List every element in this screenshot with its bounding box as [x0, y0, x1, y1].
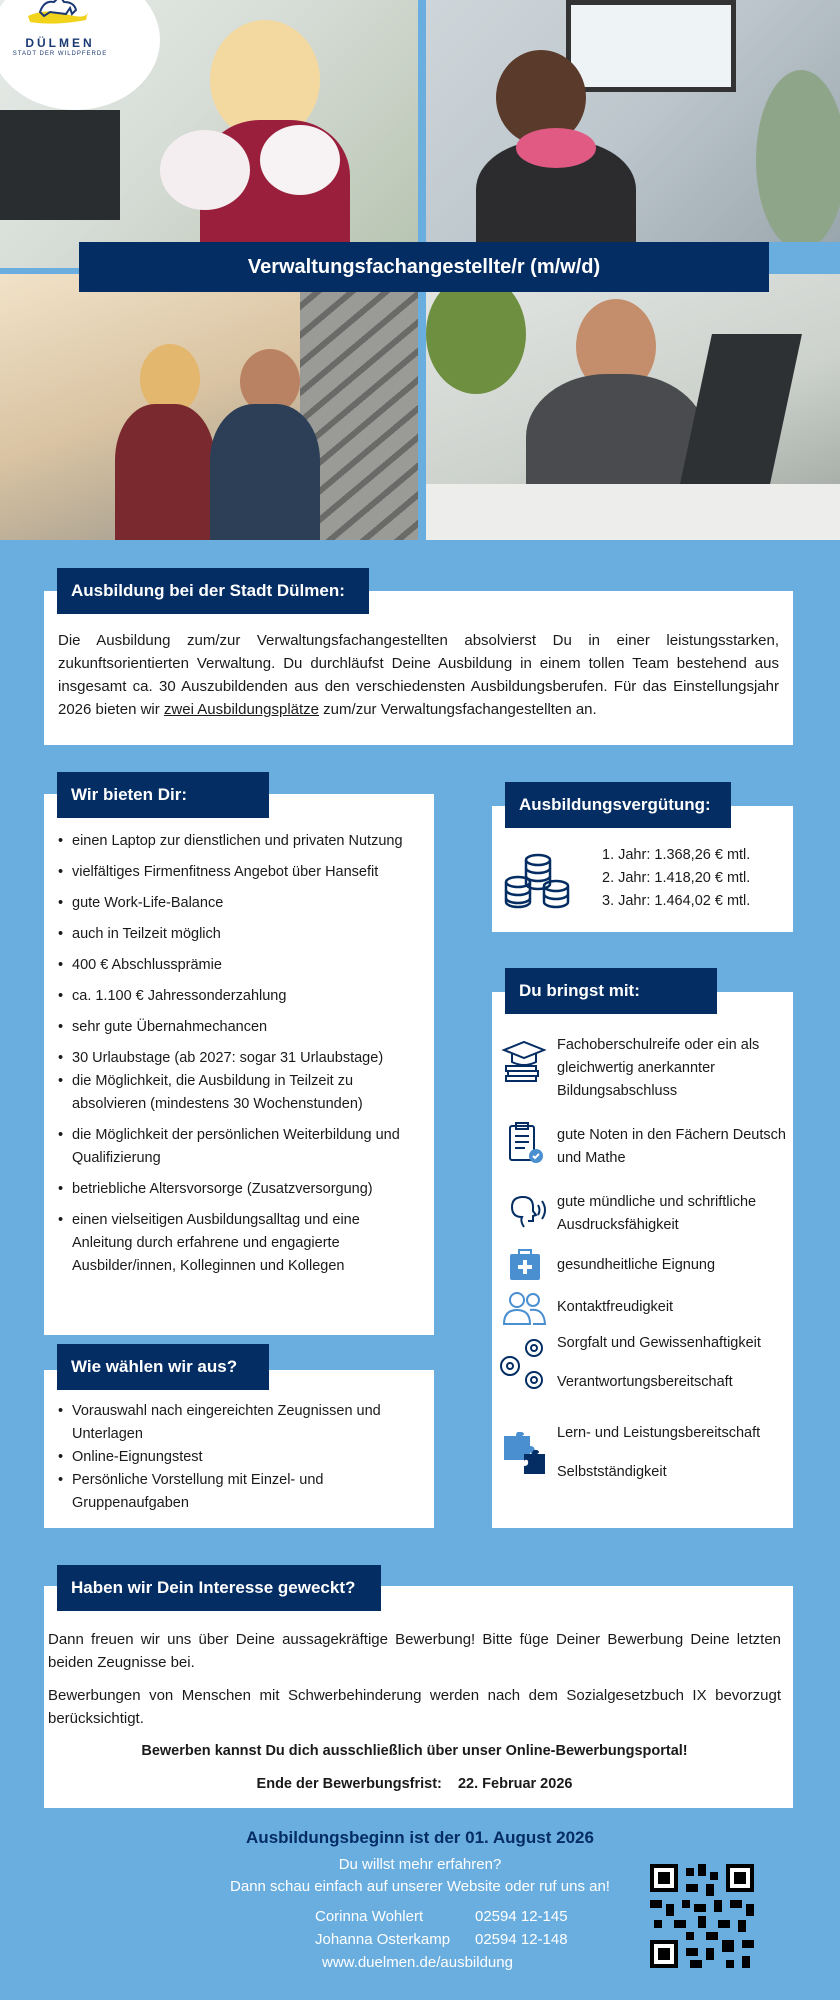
list-item: 3. Jahr: 1.464,02 € mtl. — [602, 893, 751, 909]
application-card — [44, 1586, 793, 1808]
requirement-text: Lern- und Leistungsbereitschaft — [557, 1425, 761, 1441]
contact-phone[interactable]: 02594 12-148 — [475, 1931, 568, 1948]
deadline-label: Ende der Bewerbungsfrist: — [256, 1776, 442, 1792]
salary-heading: Ausbildungsvergütung: — [505, 782, 731, 828]
requirement-text: gute mündliche und schriftliche Ausdrucksfähigkeit — [557, 1194, 757, 1233]
requirement-text: Kontaktfreudigkeit — [557, 1299, 674, 1315]
qr-code-icon[interactable] — [650, 1864, 754, 1968]
list-item: • gute Work-Life-Balance — [56, 892, 422, 915]
requirements-heading: Du bringst mit: — [505, 968, 717, 1014]
application-heading: Haben wir Dein Interesse geweckt? — [57, 1565, 381, 1611]
coins-icon — [504, 852, 570, 910]
list-item: • die Möglichkeit der persönlichen Weiterbildung und Qualifizierung — [56, 1124, 422, 1170]
puzzle-icon — [500, 1432, 548, 1476]
photo-presentation — [426, 0, 840, 242]
requirement-text: Selbstständigkeit — [557, 1464, 667, 1480]
positions-highlight: zwei Ausbildungsplätze — [163, 701, 320, 718]
salary-list — [602, 844, 750, 913]
requirements-card — [492, 992, 793, 1528]
application-text: Dann freuen wir uns über Deine aussagekräftige Bewerbung! Bitte füge Deiner Bewerbung Deine letzten beiden Zeugnisse bei. — [48, 1631, 781, 1671]
requirement-text: gute Noten in den Fächern Deutsch und Mathe — [557, 1127, 786, 1166]
list-item: • vielfältiges Firmenfitness Angebot über Hansefit — [56, 861, 422, 884]
benefits-list — [56, 830, 422, 1278]
photo-stairs-duo — [0, 274, 418, 540]
intro-heading: Ausbildung bei der Stadt Dülmen: — [57, 568, 369, 614]
website-link[interactable]: www.duelmen.de/ausbildung — [322, 1954, 513, 1971]
list-item: 2. Jahr: 1.418,20 € mtl. — [602, 870, 751, 886]
list-item: • einen vielseitigen Ausbildungsalltag und eine Anleitung durch erfahrene und engagierte Ausbilder/innen, Kolleginnen und Kollegen — [56, 1209, 422, 1278]
list-item: • die Möglichkeit, die Ausbildung in Teilzeit zu absolvieren (mindestens 30 Wochenstunden) — [56, 1070, 422, 1116]
list-item: • betriebliche Altersvorsorge (Zusatzversorgung) — [56, 1178, 422, 1201]
training-start: Ausbildungsbeginn ist der 01. August 2026 — [246, 1828, 594, 1847]
gears-people-icon — [496, 1336, 550, 1392]
deadline — [48, 1773, 781, 1796]
contact-name: Corinna Wohlert — [315, 1908, 424, 1925]
people-icon — [500, 1288, 548, 1332]
list-item: 1. Jahr: 1.368,26 € mtl. — [602, 847, 751, 863]
wild-horse-logo-icon — [26, 0, 90, 26]
logo-subtitle: STADT DER WILDPFERDE — [12, 51, 108, 57]
clipboard-check-icon — [500, 1122, 548, 1166]
selection-heading: Wie wählen wir aus? — [57, 1344, 269, 1390]
contact-phone[interactable]: 02594 12-145 — [475, 1908, 568, 1925]
list-item: • sehr gute Übernahmechancen — [56, 1016, 422, 1039]
list-item: • ca. 1.100 € Jahressonderzahlung — [56, 985, 422, 1008]
requirement-health — [492, 1246, 793, 1286]
first-aid-kit-icon — [500, 1246, 548, 1290]
benefits-heading: Wir bieten Dir: — [57, 772, 269, 818]
requirement-text: Fachoberschulreife oder ein als gleichwertig anerkannter Bildungsabschluss — [557, 1037, 760, 1099]
intro-text: Die Ausbildung zum/zur Verwaltungsfachangestellten absolvierst Du in einer leistungsstarken, zukunftsorientierten Verwaltung. Du durchläufst Deine Ausbildung in einem tollen Team bestehend aus insgesamt ca. 30 Auszubildenden aus den verschiedensten Ausbildungsberufen. Für das Einstellungsjahr 2026 bieten wir zwei Ausbildungsplätze zum/zur Verwaltungsfachangestellten an. — [58, 632, 779, 718]
job-title: Verwaltungsfachangestellte/r (m/w/d) — [79, 242, 769, 292]
requirement-text: gesundheitliche Eignung — [557, 1257, 716, 1273]
requirement-expression — [492, 1189, 793, 1239]
intro-card — [44, 591, 793, 745]
disability-note: Bewerbungen von Menschen mit Schwerbehinderung werden nach dem Sozialgesetzbuch IX bevorzugt berücksichtigt. — [48, 1687, 781, 1727]
requirement-social — [492, 1288, 793, 1328]
logo-wordmark: DÜLMEN — [25, 36, 95, 50]
requirement-grades — [492, 1122, 793, 1172]
contact-name: Johanna Osterkamp — [315, 1931, 451, 1948]
graduation-cap-icon — [500, 1038, 548, 1082]
requirement-education — [492, 1032, 793, 1102]
benefits-card — [44, 794, 434, 1335]
footer-invite: Dann schau einfach auf unserer Website oder ruf uns an! — [230, 1878, 610, 1895]
list-item: • einen Laptop zur dienstlichen und privaten Nutzung — [56, 830, 422, 853]
list-item: • 30 Urlaubstage (ab 2027: sogar 31 Urlaubstage) — [56, 1047, 422, 1070]
requirement-diligence — [492, 1332, 793, 1412]
requirement-text: Sorgfalt und Gewissenhaftigkeit — [557, 1335, 761, 1351]
photo-office-man — [426, 274, 840, 540]
selection-card — [44, 1370, 434, 1528]
selection-list — [56, 1400, 422, 1515]
speaking-head-icon — [500, 1191, 548, 1235]
deadline-date: 22. Februar 2026 — [457, 1776, 573, 1792]
footer-question: Du willst mehr erfahren? — [338, 1856, 502, 1873]
requirement-motivation — [492, 1422, 793, 1502]
list-item: • 400 € Abschlussprämie — [56, 954, 422, 977]
list-item: • Persönliche Vorstellung mit Einzel- und Gruppenaufgaben — [56, 1469, 422, 1515]
list-item: • Vorauswahl nach eingereichten Zeugnissen und Unterlagen — [56, 1400, 422, 1446]
portal-note: Bewerben kannst Du dich ausschließlich über unser Online-Bewerbungsportal! — [141, 1743, 688, 1759]
requirement-text: Verantwortungsbereitschaft — [557, 1374, 733, 1390]
list-item: • Online-Eignungstest — [56, 1446, 422, 1469]
list-item: • auch in Teilzeit möglich — [56, 923, 422, 946]
